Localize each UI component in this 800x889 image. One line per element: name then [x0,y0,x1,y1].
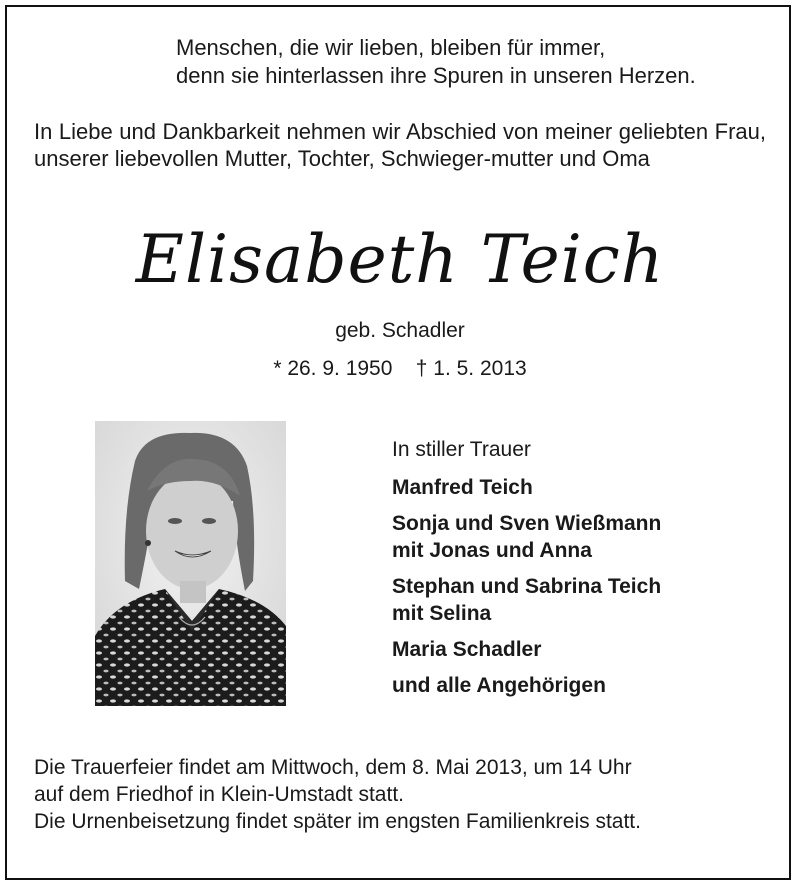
portrait-image [95,421,286,706]
motto-line: Menschen, die wir lieben, bleiben für immer, [176,35,606,60]
funeral-notice [34,754,774,835]
notice-line: Die Trauerfeier findet am Mittwoch, dem 8. Mai 2013, um 14 Uhr [34,756,632,779]
notice-line: auf dem Friedhof in Klein-Umstadt statt. [34,783,404,806]
mourner-line: Maria Schadler [392,638,542,661]
mourner-group [392,672,772,699]
intro-text: In Liebe und Dankbarkeit nehmen wir Abschied von meiner geliebten Frau, unserer liebevollen Mutter, Tochter, Schwieger-mutter und Oma [34,119,766,171]
motto-verse [176,34,696,90]
maiden-name: geb. Schadler [335,319,465,342]
mourner-group [392,573,772,627]
mourner-line: Sonja und Sven Wießmann [392,512,662,535]
mourner-line: Stephan und Sabrina Teich [392,575,662,598]
life-dates: * 26. 9. 1950 † 1. 5. 2013 [273,357,527,380]
notice-line: Die Urnenbeisetzung findet später im engsten Familienkreis statt. [34,810,641,833]
mourner-line: mit Jonas und Anna [392,539,592,562]
mourner-line: und alle Angehörigen [392,674,606,697]
mourner-group [392,636,772,663]
motto-line: denn sie hinterlassen ihre Spuren in unseren Herzen. [176,63,696,88]
mourners-list [392,436,772,708]
mourner-line: Manfred Teich [392,476,533,499]
mourner-group [392,474,772,501]
portrait-photo [95,421,286,706]
mourning-intro: In stiller Trauer [392,438,531,461]
deceased-name: Elisabeth Teich [135,221,665,298]
mourner-line: mit Selina [392,602,492,625]
mourner-group [392,510,772,564]
